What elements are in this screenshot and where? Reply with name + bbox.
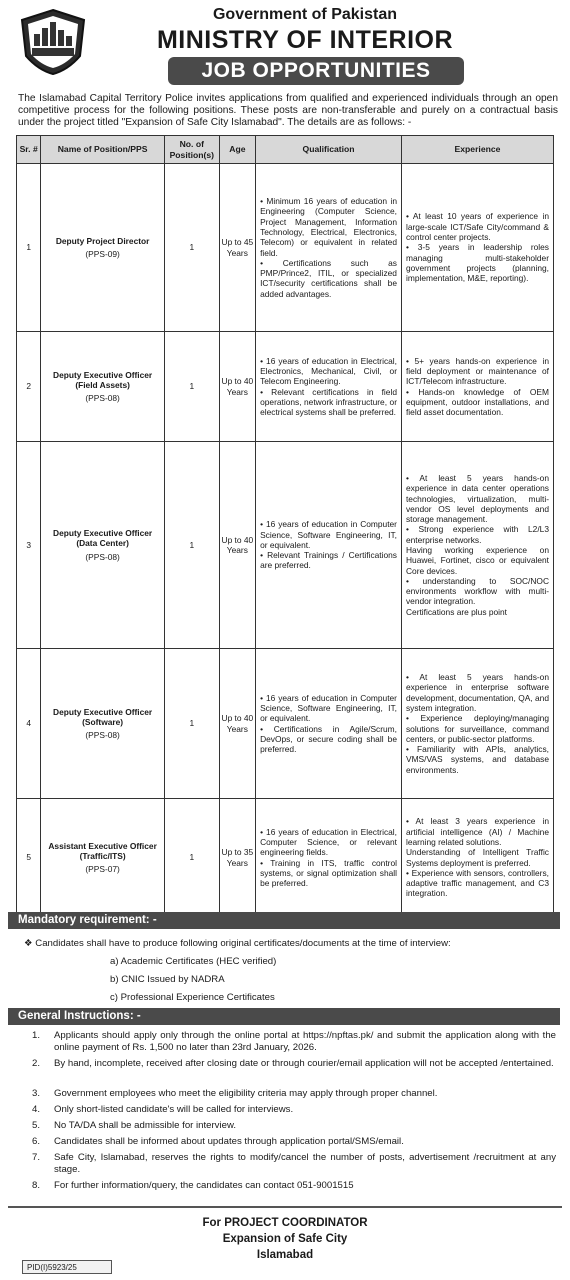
- footer-line-1: For PROJECT COORDINATOR: [202, 1217, 368, 1229]
- instruction-number: 4.: [32, 1104, 41, 1115]
- position-name: Assistant Executive Officer (Traffic/ITS): [48, 840, 157, 861]
- experience-point: • At least 5 years hands-on experience in enterprise software development, documentation, QA, and system integration.: [405, 672, 549, 713]
- cell-position: [41, 799, 165, 917]
- cell-position: [41, 442, 165, 649]
- certificate-item: c) Professional Experience Certificates: [110, 992, 275, 1003]
- table-row: [17, 799, 554, 917]
- instruction-text: Applicants should apply only through the online portal at https://npftas.pk/ and submit the application along with the online payment of Rs. 1,500 no later than 23rd January, 2026.: [54, 1030, 556, 1053]
- header-qualification: Qualification: [256, 136, 402, 164]
- cell-experience: [401, 332, 553, 442]
- instruction-number: 8.: [32, 1180, 41, 1191]
- cell-count: 1: [164, 799, 219, 917]
- position-pps: (PPS-07): [85, 864, 120, 875]
- cell-age: Up to 40 Years: [219, 649, 255, 799]
- position-pps: (PPS-08): [85, 551, 120, 562]
- pid-number: PID(I)5923/25: [22, 1260, 112, 1274]
- cell-sr: 5: [17, 799, 41, 917]
- cell-qualification: [256, 164, 402, 332]
- qualification-point: • Certifications in Agile/Scrum, DevOps, or secure coding shall be preferred.: [260, 723, 397, 755]
- qualification-point: • Certifications such as PMP/Prince2, ITIL, or specialized ICT/security certifications shall be added advantages.: [260, 257, 397, 299]
- experience-point: • 3-5 years in leadership roles managing multi-stakeholder government projects (planning, implementation, M&E, reporting).: [405, 242, 549, 284]
- experience-point: Understanding of Intelligent Traffic Systems deployment is preferred.: [405, 847, 549, 868]
- cell-experience: [401, 442, 553, 649]
- header-count: No. of Position(s): [164, 136, 219, 164]
- position-pps: (PPS-09): [85, 249, 120, 259]
- cell-age: Up to 40 Years: [219, 332, 255, 442]
- experience-point: • understanding to SOC/NOC environments workflow with multi-vendor integration.: [405, 575, 549, 607]
- position-name: Deputy Project Director: [55, 235, 150, 246]
- position-name: Deputy Executive Officer (Software): [53, 706, 153, 727]
- position-pps: (PPS-08): [85, 730, 120, 741]
- cell-qualification: [256, 649, 402, 799]
- cell-age: Up to 45 Years: [219, 164, 255, 332]
- experience-point: • At least 5 years hands-on experience in data center operations technologies, virtualization, multi-vendor OS level deployments and storage management.: [405, 472, 549, 525]
- instruction-item: [24, 1136, 556, 1148]
- cell-qualification: [256, 442, 402, 649]
- experience-point: • Experience with sensors, controllers, adaptive traffic management, and C3 integration.: [405, 867, 549, 899]
- mandatory-text: ❖ Candidates shall have to produce following original certificates/documents at the time of interview:: [24, 938, 451, 949]
- experience-point: • At least 10 years of experience in large-scale ICT/Safe City/command & control center projects.: [405, 211, 549, 243]
- instruction-item: [24, 1088, 556, 1100]
- instruction-number: 3.: [32, 1088, 41, 1099]
- cell-position: [41, 649, 165, 799]
- instruction-item: [24, 1058, 556, 1070]
- cell-count: 1: [164, 649, 219, 799]
- qualification-point: • 16 years of education in Electrical, Electronics, Mechanical, Civil, or Telecom Engineering.: [260, 355, 397, 387]
- instruction-number: 6.: [32, 1136, 41, 1147]
- table-row: [17, 442, 554, 649]
- instruction-item: [24, 1030, 556, 1053]
- intro-paragraph: The Islamabad Capital Territory Police invites applications from qualified and experienced individuals through an open competitive process for the following positions. These posts are non-transferable and purely on a contractual basis under the project titled "Expansion of Safe City Islamabad". The details are as follows: -: [18, 93, 558, 128]
- instruction-text: Government employees who meet the eligibility criteria may apply through proper channel.: [54, 1088, 438, 1099]
- cell-sr: 2: [17, 332, 41, 442]
- qualification-point: • Relevant Trainings / Certifications are preferred.: [260, 550, 397, 571]
- cell-count: 1: [164, 442, 219, 649]
- instruction-number: 2.: [32, 1058, 41, 1069]
- positions-table: [16, 135, 554, 917]
- position-name: Deputy Executive Officer (Data Center): [53, 528, 153, 549]
- cell-experience: [401, 649, 553, 799]
- instruction-item: [24, 1180, 556, 1192]
- header-position: Name of Position/PPS: [41, 136, 165, 164]
- cell-age: Up to 35 Years: [219, 799, 255, 917]
- header-sr: Sr. #: [17, 136, 41, 164]
- qualification-point: • Training in ITS, traffic control systems, or signal optimization shall be preferred.: [260, 857, 397, 889]
- cell-count: 1: [164, 164, 219, 332]
- instruction-text: Safe City, Islamabad, reserves the rights to modify/cancel the number of posts, advertisement /recruitment at any stage.: [54, 1152, 556, 1175]
- qualification-point: • Relevant certifications in field operations, network infrastructure, or electrical systems shall be preferred.: [260, 386, 397, 418]
- cell-qualification: [256, 799, 402, 917]
- cell-qualification: [256, 332, 402, 442]
- experience-point: • Familiarity with APIs, analytics, VMS/VAS systems, and database environments.: [405, 744, 549, 775]
- cell-count: 1: [164, 332, 219, 442]
- header-age: Age: [219, 136, 255, 164]
- cell-sr: 3: [17, 442, 41, 649]
- instruction-number: 7.: [32, 1152, 41, 1163]
- instruction-text: No TA/DA shall be admissible for interview.: [54, 1120, 237, 1131]
- instruction-item: [24, 1152, 556, 1175]
- certificate-item: a) Academic Certificates (HEC verified): [110, 956, 277, 967]
- cell-sr: 1: [17, 164, 41, 332]
- table-row: [17, 164, 554, 332]
- footer-line-2: Expansion of Safe City: [222, 1233, 348, 1245]
- qualification-point: • 16 years of education in Electrical, Computer Science, or relevant engineering fields.: [260, 826, 397, 858]
- qualification-point: • 16 years of education in Computer Science, Software Engineering, IT, or equivalent.: [260, 692, 397, 724]
- cell-sr: 4: [17, 649, 41, 799]
- instruction-number: 1.: [32, 1030, 41, 1041]
- cell-position: [41, 332, 165, 442]
- experience-point: • Hands-on knowledge of OEM equipment, outdoor installations, and field asset documentation.: [405, 386, 549, 418]
- table-row: [17, 332, 554, 442]
- instruction-text: For further information/query, the candidates can contact 051-9001515: [54, 1180, 354, 1191]
- ministry-title: MINISTRY OF INTERIOR: [156, 26, 454, 54]
- cell-age: Up to 40 Years: [219, 442, 255, 649]
- instruction-number: 5.: [32, 1120, 41, 1131]
- experience-point: Certifications are plus point: [405, 606, 507, 617]
- footer-line-3: Islamabad: [256, 1249, 314, 1261]
- experience-point: Having working experience on Huawei, Fortinet, cisco or equivalent Core devices.: [405, 545, 549, 576]
- mandatory-heading: Mandatory requirement: -: [8, 912, 560, 929]
- instruction-item: [24, 1104, 556, 1116]
- experience-point: • 5+ years hands-on experience in field deployment or maintenance of ICT/Telecom infrastructure.: [405, 355, 549, 387]
- instruction-text: Only short-listed candidate's will be called for interviews.: [54, 1104, 294, 1115]
- instruction-text: By hand, incomplete, received after closing date or through courier/email application will not be accepted /entertained.: [54, 1058, 554, 1069]
- experience-point: • At least 3 years experience in artificial intelligence (AI) / Machine learning related solutions.: [405, 816, 549, 847]
- instruction-item: [24, 1120, 556, 1132]
- header-experience: Experience: [401, 136, 553, 164]
- qualification-point: • Minimum 16 years of education in Engineering (Computer Science, Project Management, Information Technology, Electrical, Electronics, Telecom) or equivalent in related field.: [260, 196, 397, 258]
- cell-experience: [401, 799, 553, 917]
- government-title: Government of Pakistan: [212, 6, 398, 23]
- table-row: [17, 649, 554, 799]
- job-opportunities-banner: JOB OPPORTUNITIES: [168, 57, 464, 85]
- instructions-heading: General Instructions: -: [8, 1008, 560, 1025]
- cell-position: [41, 164, 165, 332]
- qualification-point: • 16 years of education in Computer Science, Software Engineering, IT, or equivalent.: [260, 519, 397, 550]
- instruction-text: Candidates shall be informed about updates through application portal/SMS/email.: [54, 1136, 404, 1147]
- certificate-item: b) CNIC Issued by NADRA: [110, 974, 225, 985]
- table-header-row: [17, 136, 554, 164]
- cell-experience: [401, 164, 553, 332]
- position-pps: (PPS-08): [85, 393, 120, 404]
- position-name: Deputy Executive Officer (Field Assets): [53, 369, 153, 390]
- experience-point: • Experience deploying/managing solutions for surveillance, command centers, or public-sector platforms.: [405, 713, 549, 744]
- header: [0, 0, 570, 90]
- experience-point: • Strong experience with L2/L3 enterprise networks.: [405, 524, 549, 545]
